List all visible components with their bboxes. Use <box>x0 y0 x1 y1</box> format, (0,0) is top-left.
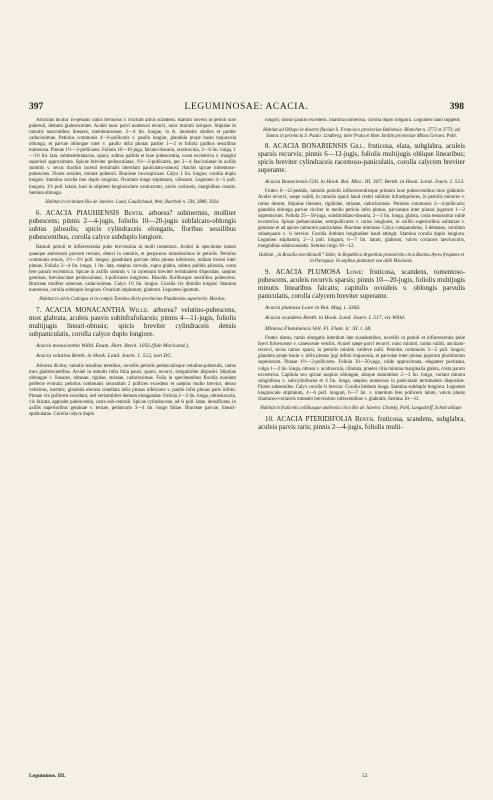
left-column <box>29 118 236 778</box>
species-diagnosis: fruticosa, scandens, subglabra, aculeis parvis raris; pinnis 2—4-jugis, foliolis multi- <box>258 415 465 431</box>
synonym-line: Acacia plumosa Lowe in Bot. Mag. t. 3366. <box>265 304 361 311</box>
description-paragraph: Arborea dicitur, ramulis tenuibus teretibus, novellis petiolis pedunculisque velutino-puberulis, ramis mox glabrescentibus. Aculei in ramulis infra folia pauci, sparsi, recurvi, irregulariter dispositi. Stipulae oblongae v. lineares, obtusae, rigidae, striatae, caducissimae. Folia in specimenibus floridis nondum perfecte evoluta; petiolus communis secundum 2 pollices excedens et saepius multo brevior, denso velutinus, inermis; glandula elevata cratellata infra pinnas inferiores v. paullo infra pinnas paris infimi. Pinnae vix pollicem excedunt, sed verisimiliter demum elongandae. Foliola 2—3 lin. longa, obtusiuscula, vix falcata, apposite pubescentia, costa sub-centrali. Spicae cylindraceae, ad ¾ poll. latae, densiflorae, in axillis superioribus geminae v. ternae, pedunculo 3—4 lin. longo fultae. Bracteae parvae, lineari-spathulatae. Corolla calyce duplo <box>29 363 236 418</box>
running-title: LEGUMINOSAE: ACACIA. <box>184 102 309 112</box>
species-name: ACACIA PIAUHIENSIS <box>45 209 120 217</box>
habitat-note: Habitat ad Obispo in deserto fluviale S. Francisco provinciae Bahiensis: Blanchet n. 3772 et 3773; ad Santos in provincia S. Paulo: Lindberg; inter Prata et Bom Jardim provinciae Minas Geraes: Pohl. <box>263 127 460 139</box>
species-number: 8. <box>265 143 271 151</box>
habitat-note: Habitat in silvis Catingas et in campis Turedos dictis provinciae Piauhiensis superioris: Martius. <box>39 297 226 303</box>
species-author: Lowe: <box>346 268 364 276</box>
habitat-note: Habitat in fruticetis collibusque umbrosis circa Rio de Janeiro: Lhotsky, Pohl, Langsdorff, Schott aliique. <box>260 406 463 412</box>
habitat-note: Habitat „in Brasilia meridionali“ Sello; in Republica Argentina praesertim circa Buenos Ayres frequens et in Paraguay. In sepibus plantatur seu alibi Missionis. <box>258 253 465 265</box>
description-paragraph: Articulus dicitur 10-pedalis ramis flexuosis v. fructum altius scandens. Ramuli novelli ut petioli laxe puberuli, demum glabrescentes. Aculei nunc parvi numerosi recurvi, nunc minimi rariques. Stipulae in ramulis nascentibus lineares, membranaceae, 3—4 lin. longae, in A. laurentia similes et pariter caducissimae. Petiolus communis 4—6-pollicaris v. paullo longior, glandula prope basin majuscula oblonga, et parvae oblongae inter v. paullo infra pinnas pariter 1—2 et foliola paribus sessilibus numerosa. Pinnae 1½—3-pollicares. Foliola 10—16-juga, falcato-linearia, acutiuscula, 3—6 lin. longa, 1—1½ lin. lata, submembranacea, opaca, subtus pallida et laxe pubescentia, costa excentrica v. margini superiori approximata. Spicae breviter pedunculatae, 1½—2-pollicares, per 2—4 fasciculatae in axillis summis v. secus rhachin racemi terminalis interdum paniculato-ramosi; rhachis spicae tomentoso-pubescens. Flores sessiles, minute puberuli. Bracteae inconspicuae. Calyx 1 lin. longus; corolla duplo longior. Stamina corolla non duplo longiora. Ovarium longe stipitatum, villosum. Legumen 4—5 poll. longum, 1½ poll. latum, basi in stipitem longiusculum contractum, valvis coriaceis, marginibus crassis. Semina oblonga. <box>29 118 236 196</box>
habitat-note: Habitat in vicinitate Rio de Janeiro: Lund, Gaudichaud, Weir, Burchell n. 594, 3888, 3924. <box>45 200 220 206</box>
species-author: Gill. <box>350 143 365 151</box>
species-author: Benth. <box>355 415 375 423</box>
species-diagnosis: fruticosa, scandens, tomentoso-pubescens, aculeis recurvis sparsis; pinnis 10—20-jugis, foliolis multijugis minutis linearibus falcatis; capitulis ovoideis v. oblongis parvulis paniculatis, corolla calycem breviter superante. <box>258 268 465 301</box>
page-number-right: 398 <box>449 102 464 112</box>
species-heading <box>258 143 465 175</box>
species-diagnosis: fruticosa, elata, subglabra, aculeis sparsis recurvis; pinnis 6—12-jugis, foliolis multijugis oblique linearibus; spicis breviter cylindraceis racemoso-paniculatis, corolla calycem breviter superante. <box>258 143 465 175</box>
synonym-line: Acacia monacantha Willd. Enum. Hort. Berol. 1056 (fide Moricand.). <box>36 342 190 349</box>
species-author: Willd. <box>129 306 149 314</box>
synonym-line: Acacia velutina Benth. in Hook. Lond. Journ. 1. 512, non DC. <box>36 353 173 360</box>
species-author: Benth. <box>124 209 144 217</box>
species-diagnosis: arborea? velutino-pubescens, mox glabrata, aculeis pauvis subinfrafoliaceis; pinnis 4—11-jugis, foliolis multijugis lineari-obtusis; spicis breviter cylindraceis densis subpaniculatis, corolla calyce duplo longiore. <box>29 306 236 339</box>
species-heading <box>258 416 465 432</box>
species-number: 6. <box>36 209 42 217</box>
right-column <box>258 118 465 778</box>
species-heading <box>29 210 236 242</box>
sheet-number: 52 <box>362 773 368 779</box>
running-header <box>29 101 464 113</box>
species-number: 10. <box>265 415 274 423</box>
synonym-line: Acacia scandens Benth. in Hook. Lond. Journ. I. 517, vix Willd. <box>265 315 406 322</box>
description-paragraph: longior, lineari paullo excedens. Stamina numerosa, corolla duplo longiora. Legumen haud suppetit. <box>265 118 461 123</box>
page-number-left: 397 <box>29 102 44 112</box>
description-paragraph: Frutex elatus, ramis elongatis interdum late scandentibus, novellis ut petioli et inflorescentia pube brevi fulvescente v. canescente vestitis. Aculei saepe parvi recurvi, nunc minimi, rarius validi, uncinato-recurvi, secus ramos sparsi, in petiolis minimi valdeve nulli. Petiolus communis 3—5 poll. longus; glandula prope basin v. infra pinnas jugi infimi majuscula, et parvulae inter pinnas jugorum plurimorum superiorum. Pinnae 1½—2-pollicares. Foliola 30—50-juga, valde approximata, eleganter pectinata, vulgo 1—2 lin. longa, obtusa v. acutiuscula, ciliolata, praeter cilia minima marginalia glabra, costa parum excentrica. Capitula seu spicae saepius oblongae, absque staminibus 2—3 lin. longa, variant minora subglobosa v. subcylindracea et 4 lin. longa, saepius numerosa in paniculam terminalem dispositae. Flores subsessiles. Calyx corolla ¼ brevior. Corolla limbum longa. Stamina subduplo longiora. Legumen longiuscule stipitatum, 4—6 poll. longum, 6—7 lin. v. interdum fere pollicem latum, valvis planis chartaceo-coriaceis tomento brevissimo rufescentibus v. glabratis. Semina 10—12. <box>258 336 465 402</box>
species-name: ACACIA PLUMOSA <box>275 268 341 276</box>
species-number: 7. <box>36 306 42 314</box>
synonym-line: Mimosa Fluminensis Vell. Fl. Flum. Ic. XI. t. 38. <box>265 325 372 332</box>
synonym-line: Acacia Bonariensis Gill. in Hook. Bot. Misc. III. 307; Benth. in Hook. Lond. Journ. I. 513. <box>265 178 465 185</box>
species-diagnosis: arborea? subinermis, molliter pubescens; pinnis 2—4-jugis, foliolis 10—20-jugis subfalcato-oblongis subtus pilosulis; spicis cylindraceis elongatis, floribus sessilibus pubescentibus, corolla calyce subduplo longiore. <box>29 209 236 241</box>
species-heading <box>258 269 465 301</box>
species-name: ACACIA MONACANTHA <box>45 306 125 314</box>
species-name: ACACIA BONARIENSIS <box>272 143 348 151</box>
signature-mark: Leguminos. III. <box>29 773 66 779</box>
species-name: ACACIA PTERIDIFOLIA <box>276 415 352 423</box>
species-heading <box>29 307 236 339</box>
description-paragraph: Ramuli petioli et inflorescentia pube brevissima at molli tomentosi. Aculei in specimine tamen quaeque antrorsum parvum rectum, detexi in ramulis, et perpaucos minutissimos in petiolis. Petiolus communis tenuis, 1½—2½ poll. longus; glandulam parvam infra pinnas inferiores, nullam inveni inter pinnas. Foliola 3—4 lin. longa, 1 lin. lata, saepius curvula, supra glabra, subtus pallida pilosula, costa fere parum excentrica. Spicae in axillis summis v. in racemum breviter terminalem dispositae, saepius geminae, breviusculae pedunculatae, 3-pollicares longiores. Rhachis floribusque sessilibus pubescens. Bracteae molliter setaceae, caducissimae. Calyx 1½ lin. longus. Corolla vix dimidio longior. Stamina numerosa, corolla subduplo longiora. Ovarium stipitatum, glabrum. Legumen ignotum. <box>29 245 236 293</box>
description-paragraph: Frutex 8—12-pedalis, ramulis petiolis inflorescentiisque primum laxe pubescentibus mox glabratis. Aculei recurvi, saepe validi, in ramulis sparsi haud crebri sublinis infrastipulores, in petiolis minores v. rarius desunt. Stipulae lineares, rigidulae, striatae, caducissimae. Petiolus communis 3—4-pollicaris; glandula oblonga parvae circiter in medio petiolo infra pinnas, parvaeque inter pinnas jugorum 1—2 supremorum. Foliola 25—50-juga, subdimidiato-linearia, 2—3 lin. longa, glabra, costa tenuissima valde excentrica. Spicae pedunculatae, semipollicares v. rarius longiores, in axillis superioribus solitariae v. geminae et ad apices ramorum paniculatae. Bracteae minimae. Calyx campanulatus, 5-dentatus, corollam subaequans v. ¼ brevior. Corolla limbum longitudine haud attingit. Stamina corolla duplo longiora. Legumen stipitatum, 2—3 poll. longum, 6—7 lin. latum, glabrum, valvis coriaceis laeviusculis, marginibus subincrassatis. Semina valgo 10—12. <box>258 189 465 249</box>
species-number: 9. <box>265 268 271 276</box>
